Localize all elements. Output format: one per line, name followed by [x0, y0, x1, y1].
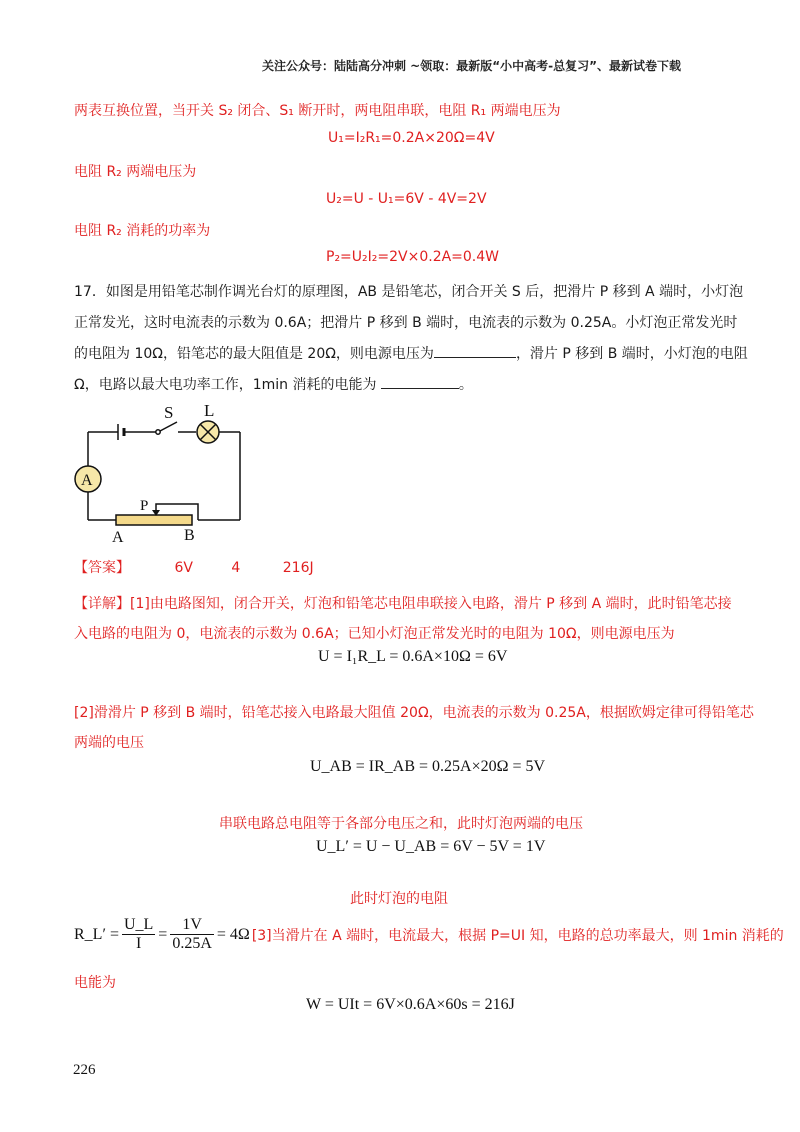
explanation-eq2: U_AB = IR_AB = 0.25A×20Ω = 5V: [310, 758, 546, 775]
explanation-eq4-line: R_L′ = $\frac{U\_L}{I}$ = $\frac{1V}{0.25A}$ = 4Ω [3]当滑片在 A 端时，电流最大，根据 P=UI 知，电路的总功率最大，则 1min 消耗的: [74, 916, 784, 952]
prev-solution-line2: 电阻 R₂ 两端电压为: [74, 164, 197, 180]
prev-solution-eq2: U₂=U - U₁=6V - 4V=2V: [326, 191, 487, 207]
question-line4: [74, 374, 473, 394]
eq4-lhs: R_L′ =: [74, 925, 119, 943]
explanation-eq1: U = I₁R_L = 0.6A×10Ω = 6V: [318, 648, 508, 665]
label-switch: S: [164, 403, 174, 422]
answer-tag: 【答案】: [74, 560, 130, 576]
explanation-p5-line1: [3]当滑片在 A 端时，电流最大，根据 P=UI 知，电路的总功率最大，则 1min 消耗的: [251, 927, 784, 944]
switch-blade: [160, 422, 177, 431]
answer-value-2: 4: [231, 560, 241, 576]
eq4-fraction-1: $\frac{U\_L}{I}$: [123, 916, 154, 952]
question-text-1: 如图是用铅笔芯制作调光台灯的原理图，AB 是铅笔芯，闭合开关 S 后，把滑片 P 移到 A 端时，小灯泡: [105, 284, 744, 300]
label-lamp: L: [204, 401, 215, 420]
prev-solution-eq1: U₁=I₂R₁=0.2A×20Ω=4V: [328, 130, 495, 146]
question-text-3a: 的电阻为 10Ω，铅笔芯的最大阻值是 20Ω，则电源电压为: [74, 346, 434, 362]
circuit-diagram: [60, 398, 260, 548]
question-text-4b: 。: [458, 377, 473, 393]
explanation-p2-line1: [2]滑滑片 P 移到 B 端时，铅笔芯接入电路最大阻值 20Ω，电流表的示数为 0.25A，根据欧姆定律可得铅笔芯: [74, 705, 754, 721]
explanation-p4: 此时灯泡的电阻: [350, 891, 448, 907]
label-end-b: B: [184, 527, 195, 544]
page-number: 226: [73, 1062, 96, 1078]
question-text-4a: Ω，电路以最大电功率工作，1min 消耗的电能为: [74, 377, 377, 393]
answer-blank-2: [381, 374, 459, 389]
eq4-rhs: = 4Ω: [216, 925, 250, 943]
prev-solution-line1: 两表互换位置，当开关 S₂ 闭合、S₁ 断开时，两电阻串联，电阻 R₁ 两端电压为: [74, 103, 561, 119]
label-ammeter: A: [81, 472, 93, 489]
question-line3: [74, 343, 748, 363]
prev-solution-line3: 电阻 R₂ 消耗的功率为: [74, 223, 211, 239]
pencil-lead-ab: [116, 515, 192, 525]
question-number: 17．: [74, 284, 106, 300]
explanation-eq3: U_L′ = U − U_AB = 6V − 5V = 1V: [316, 838, 546, 855]
explanation-p3: 串联电路总电阻等于各部分电压之和，此时灯泡两端的电压: [219, 816, 583, 832]
label-slider-p: P: [140, 498, 149, 514]
question-line1: [74, 281, 743, 301]
explanation-p5-line2: 电能为: [74, 975, 116, 991]
page-header: 关注公众号：陆陆高分冲刺 ~领取：最新版“小中高考-总复习”、最新试卷下载: [262, 59, 681, 73]
answer-blank-1: [434, 343, 516, 358]
switch-contact-left: [156, 430, 160, 434]
label-end-a: A: [112, 529, 124, 546]
explanation-p1-line2: 入电路的电阻为 0，电流表的示数为 0.6A；已知小灯泡正常发光时的电阻为 10Ω，则电源电压为: [74, 626, 675, 642]
prev-solution-eq3: P₂=U₂I₂=2V×0.2A=0.4W: [326, 249, 500, 265]
question-text-3b: ，滑片 P 移到 B 端时，小灯泡的电阻: [515, 346, 748, 362]
question-line2: 正常发光，这时电流表的示数为 0.6A；把滑片 P 移到 B 端时，电流表的示数为 0.25A。小灯泡正常发光时: [74, 315, 738, 331]
explanation-tag: 【详解】: [74, 596, 130, 612]
answer-line: [74, 557, 314, 577]
answer-value-1: 6V: [174, 560, 193, 576]
explanation-p1-line1: 【详解】[1]由电路图知，闭合开关，灯泡和铅笔芯电阻串联接入电路，滑片 P 移到 A 端时，此时铅笔芯接: [74, 596, 732, 612]
explanation-eq5: W = UIt = 6V×0.6A×60s = 216J: [306, 996, 515, 1013]
answer-value-3: 216J: [282, 560, 314, 576]
eq4-fraction-2: $\frac{1V}{0.25A}$: [172, 916, 212, 952]
explanation-p2-line2: 两端的电压: [74, 735, 144, 751]
